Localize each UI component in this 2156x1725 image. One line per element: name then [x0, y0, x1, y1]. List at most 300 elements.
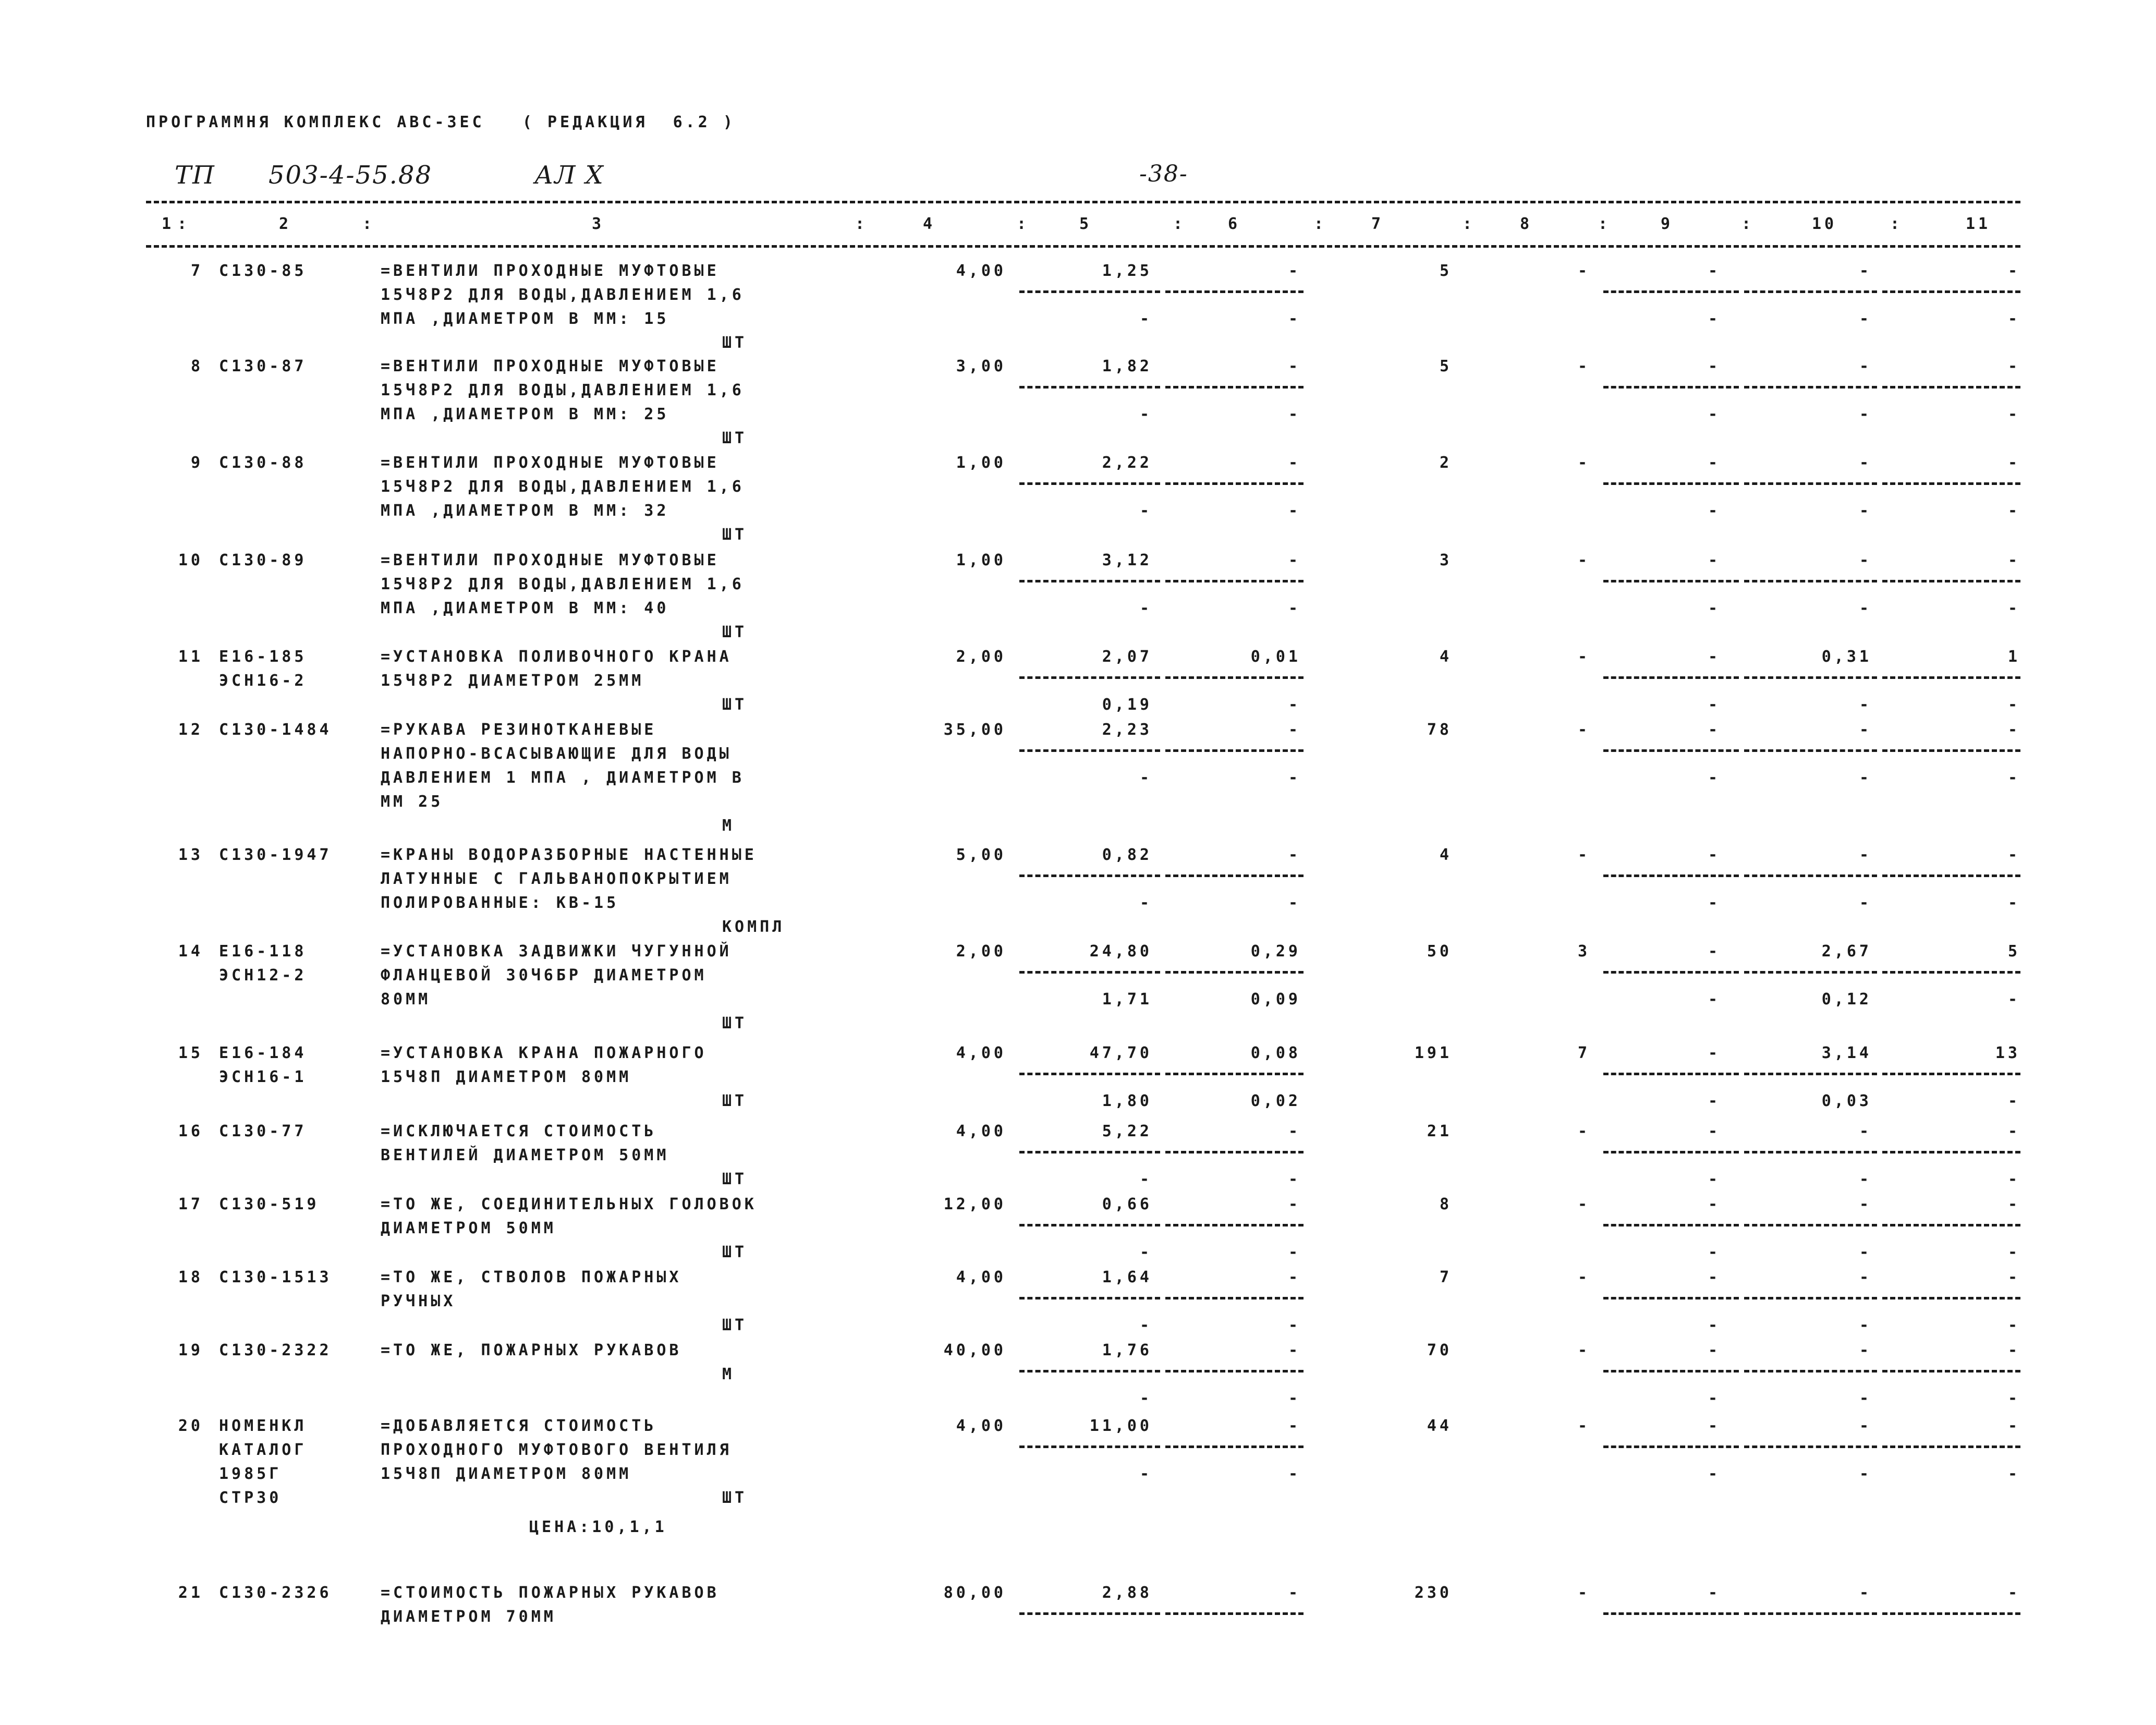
row-value-c4: 1,00 — [956, 551, 1006, 569]
row-lower-l6: - — [1288, 1465, 1301, 1483]
column-separator: : — [177, 215, 190, 233]
row-value-c9: - — [1708, 942, 1721, 961]
column-header-10: 10 — [1812, 215, 1837, 233]
header-bottom-rule — [146, 245, 2020, 248]
row-value-c8: 7 — [1577, 1044, 1590, 1062]
row-value-c6: - — [1288, 454, 1301, 472]
cell-divider — [1165, 1612, 1304, 1615]
row-lower-l11: - — [2007, 1316, 2020, 1334]
cell-divider — [1744, 290, 1877, 293]
row-description: ДИАМЕТРОМ 50ММ — [381, 1219, 556, 1237]
row-value-c6: - — [1288, 262, 1301, 280]
cell-divider — [1603, 1224, 1739, 1226]
row-value-c10: - — [1859, 262, 1872, 280]
row-value-c5: 2,07 — [1102, 648, 1152, 666]
row-value-c10: - — [1859, 1195, 1872, 1213]
row-lower-l11: - — [2007, 769, 2020, 787]
cell-divider — [1165, 1151, 1304, 1153]
column-separator: : — [1017, 215, 1030, 233]
row-code: НОМЕНКЛ — [219, 1417, 307, 1435]
row-number: 11 — [178, 648, 203, 666]
row-description: МПА ,ДИАМЕТРОМ В ММ: 32 — [381, 502, 669, 520]
row-value-c5: 0,66 — [1102, 1195, 1152, 1213]
row-value-c11: - — [2007, 551, 2020, 569]
row-number: 19 — [178, 1341, 203, 1359]
row-lower-l10: - — [1859, 696, 1872, 714]
row-value-c5: 11,00 — [1089, 1417, 1152, 1435]
cell-divider — [1019, 749, 1160, 752]
row-description: 15Ч8П ДИАМЕТРОМ 80ММ — [381, 1465, 632, 1483]
cell-divider — [1165, 386, 1304, 388]
column-header-4: 4 — [923, 215, 936, 233]
cell-divider — [1603, 580, 1739, 582]
row-code: ЭСН16-2 — [219, 672, 307, 690]
row-value-c5: 2,88 — [1102, 1584, 1152, 1602]
row-value-c10: - — [1859, 551, 1872, 569]
row-value-c11: - — [2007, 846, 2020, 864]
row-description: 80ММ — [381, 990, 431, 1009]
cell-divider — [1882, 676, 2020, 679]
row-unit: ШТ — [722, 1170, 748, 1188]
row-value-c8: - — [1577, 357, 1590, 375]
cell-divider — [1019, 1297, 1160, 1299]
column-header-9: 9 — [1661, 215, 1674, 233]
row-value-c11: - — [2007, 1122, 2020, 1140]
row-value-c7: 70 — [1427, 1341, 1452, 1359]
row-description: =ВЕНТИЛИ ПРОХОДНЫЕ МУФТОВЫЕ — [381, 262, 720, 280]
row-lower-l10: - — [1859, 1389, 1872, 1407]
cell-divider — [1882, 1445, 2020, 1448]
cell-divider — [1882, 580, 2020, 582]
row-value-c5: 24,80 — [1089, 942, 1152, 961]
row-unit: КОМПЛ — [722, 918, 785, 936]
row-value-c11: - — [2007, 1268, 2020, 1286]
cell-divider — [1019, 1370, 1160, 1372]
row-value-c5: 2,23 — [1102, 721, 1152, 739]
row-value-c11: - — [2007, 262, 2020, 280]
row-code: ЭСН12-2 — [219, 966, 307, 985]
row-lower-l10: 0,12 — [1821, 990, 1872, 1009]
row-number: 9 — [190, 454, 203, 472]
row-number: 21 — [178, 1584, 203, 1602]
row-unit: ШТ — [722, 696, 748, 714]
row-value-c9: - — [1708, 1268, 1721, 1286]
row-lower-l5: - — [1139, 1316, 1152, 1334]
row-code: С130-2322 — [219, 1341, 332, 1359]
row-number: 18 — [178, 1268, 203, 1286]
row-number: 15 — [178, 1044, 203, 1062]
row-lower-l9: - — [1708, 1465, 1721, 1483]
row-lower-l5: - — [1139, 769, 1152, 787]
row-lower-l9: - — [1708, 1316, 1721, 1334]
cell-divider — [1603, 1612, 1739, 1615]
row-value-c8: - — [1577, 454, 1590, 472]
row-lower-l6: - — [1288, 894, 1301, 912]
row-unit: ШТ — [722, 1014, 748, 1032]
row-value-c4: 4,00 — [956, 1417, 1006, 1435]
cell-divider — [1165, 749, 1304, 752]
column-separator: : — [1890, 215, 1903, 233]
cell-divider — [1882, 1151, 2020, 1153]
row-description: =УСТАНОВКА ПОЛИВОЧНОГО КРАНА — [381, 648, 732, 666]
cell-divider — [1603, 749, 1739, 752]
row-description: МПА ,ДИАМЕТРОМ В ММ: 15 — [381, 310, 669, 328]
row-description: =УСТАНОВКА ЗАДВИЖКИ ЧУГУННОЙ — [381, 942, 732, 961]
row-value-c7: 2 — [1439, 454, 1452, 472]
row-number: 17 — [178, 1195, 203, 1213]
row-unit: ШТ — [722, 1489, 748, 1507]
row-number: 13 — [178, 846, 203, 864]
row-lower-l6: - — [1288, 1243, 1301, 1261]
row-value-c8: - — [1577, 1195, 1590, 1213]
cell-divider — [1882, 1612, 2020, 1615]
cell-divider — [1603, 1297, 1739, 1299]
row-unit: ШТ — [722, 334, 748, 352]
cell-divider — [1603, 1445, 1739, 1448]
cell-divider — [1882, 482, 2020, 485]
row-lower-l6: - — [1288, 502, 1301, 520]
row-unit: ШТ — [722, 526, 748, 544]
column-header-11: 11 — [1966, 215, 1991, 233]
row-value-c6: - — [1288, 1341, 1301, 1359]
row-code: С130-2326 — [219, 1584, 332, 1602]
row-description: НАПОРНО-ВСАСЫВАЮЩИЕ ДЛЯ ВОДЫ — [381, 745, 732, 763]
row-lower-l11: - — [2007, 1243, 2020, 1261]
row-lower-l11: - — [2007, 1092, 2020, 1110]
row-description: =РУКАВА РЕЗИНОТКАНЕВЫЕ — [381, 721, 657, 739]
cell-divider — [1603, 874, 1739, 877]
cell-divider — [1165, 971, 1304, 974]
row-description: =УСТАНОВКА КРАНА ПОЖАРНОГО — [381, 1044, 707, 1062]
row-code: С130-1513 — [219, 1268, 332, 1286]
row-lower-l11: - — [2007, 1389, 2020, 1407]
row-value-c9: - — [1708, 551, 1721, 569]
row-lower-l9: - — [1708, 769, 1721, 787]
row-value-c10: 3,14 — [1821, 1044, 1872, 1062]
row-description: =ТО ЖЕ, ПОЖАРНЫХ РУКАВОВ — [381, 1341, 682, 1359]
row-value-c10: 0,31 — [1821, 648, 1872, 666]
row-value-c11: - — [2007, 1584, 2020, 1602]
cell-divider — [1744, 1445, 1877, 1448]
row-description: =ВЕНТИЛИ ПРОХОДНЫЕ МУФТОВЫЕ — [381, 357, 720, 375]
cell-divider — [1744, 971, 1877, 974]
row-value-c5: 1,25 — [1102, 262, 1152, 280]
row-lower-l5: - — [1139, 1243, 1152, 1261]
row-value-c8: - — [1577, 1584, 1590, 1602]
row-description: =ТО ЖЕ, СОЕДИНИТЕЛЬНЫХ ГОЛОВОК — [381, 1195, 757, 1213]
doc-suffix: АЛ X — [534, 161, 604, 190]
row-code: Е16-184 — [219, 1044, 307, 1062]
row-value-c6: - — [1288, 357, 1301, 375]
row-lower-l9: - — [1708, 1389, 1721, 1407]
row-value-c4: 4,00 — [956, 1122, 1006, 1140]
row-description: ДАВЛЕНИЕМ 1 МПА , ДИАМЕТРОМ В — [381, 769, 745, 787]
row-value-c10: - — [1859, 454, 1872, 472]
cell-divider — [1019, 1224, 1160, 1226]
row-value-c5: 5,22 — [1102, 1122, 1152, 1140]
row-value-c8: - — [1577, 846, 1590, 864]
row-value-c9: - — [1708, 1044, 1721, 1062]
row-value-c7: 230 — [1414, 1584, 1452, 1602]
row-value-c4: 2,00 — [956, 942, 1006, 961]
row-number: 10 — [178, 551, 203, 569]
row-number: 14 — [178, 942, 203, 961]
doc-prefix: ТП — [175, 161, 215, 190]
row-value-c10: - — [1859, 721, 1872, 739]
row-description: МПА ,ДИАМЕТРОМ В ММ: 40 — [381, 599, 669, 617]
row-lower-l9: - — [1708, 894, 1721, 912]
row-number: 16 — [178, 1122, 203, 1140]
cell-divider — [1603, 971, 1739, 974]
row-lower-l10: - — [1859, 1243, 1872, 1261]
row-value-c11: 5 — [2007, 942, 2020, 961]
cell-divider — [1882, 1370, 2020, 1372]
row-description: =ИСКЛЮЧАЕТСЯ СТОИМОСТЬ — [381, 1122, 657, 1140]
cell-divider — [1744, 676, 1877, 679]
cell-divider — [1603, 482, 1739, 485]
row-value-c4: 40,00 — [943, 1341, 1006, 1359]
row-lower-l10: - — [1859, 1316, 1872, 1334]
row-value-c6: - — [1288, 721, 1301, 739]
row-value-c6: - — [1288, 551, 1301, 569]
row-lower-l9: - — [1708, 310, 1721, 328]
cell-divider — [1165, 1297, 1304, 1299]
header-top-rule — [146, 201, 2020, 203]
row-lower-l10: 0,03 — [1821, 1092, 1872, 1110]
row-value-c6: - — [1288, 1417, 1301, 1435]
row-value-c9: - — [1708, 1417, 1721, 1435]
cell-divider — [1882, 1073, 2020, 1075]
row-value-c9: - — [1708, 1195, 1721, 1213]
row-lower-l11: - — [2007, 502, 2020, 520]
row-value-c4: 12,00 — [943, 1195, 1006, 1213]
row-value-c6: 0,29 — [1250, 942, 1301, 961]
column-header-1: 1 — [162, 215, 175, 233]
row-lower-l6: - — [1288, 405, 1301, 423]
cell-divider — [1882, 1297, 2020, 1299]
row-description: =ДОБАВЛЯЕТСЯ СТОИМОСТЬ — [381, 1417, 657, 1435]
row-value-c4: 35,00 — [943, 721, 1006, 739]
cell-divider — [1165, 676, 1304, 679]
row-description: 15Ч8Р2 ДЛЯ ВОДЫ,ДАВЛЕНИЕМ 1,6 — [381, 575, 745, 593]
row-lower-l5: 1,80 — [1102, 1092, 1152, 1110]
row-value-c10: - — [1859, 1584, 1872, 1602]
row-lower-l6: - — [1288, 310, 1301, 328]
cell-divider — [1744, 482, 1877, 485]
row-value-c7: 5 — [1439, 357, 1452, 375]
cell-divider — [1019, 1612, 1160, 1615]
cell-divider — [1603, 1370, 1739, 1372]
cell-divider — [1019, 676, 1160, 679]
row-lower-l10: - — [1859, 599, 1872, 617]
row-price: ЦЕНА:10,1,1 — [529, 1518, 667, 1536]
row-lower-l11: - — [2007, 1465, 2020, 1483]
row-value-c8: - — [1577, 1268, 1590, 1286]
row-lower-l10: - — [1859, 310, 1872, 328]
row-description: =ВЕНТИЛИ ПРОХОДНЫЕ МУФТОВЫЕ — [381, 454, 720, 472]
cell-divider — [1165, 1224, 1304, 1226]
row-value-c11: - — [2007, 1341, 2020, 1359]
row-value-c9: - — [1708, 262, 1721, 280]
row-lower-l10: - — [1859, 894, 1872, 912]
row-description: 15Ч8Р2 ДИАМЕТРОМ 25ММ — [381, 672, 644, 690]
row-value-c11: - — [2007, 1417, 2020, 1435]
cell-divider — [1019, 290, 1160, 293]
row-value-c8: - — [1577, 1341, 1590, 1359]
row-value-c7: 5 — [1439, 262, 1452, 280]
row-unit: М — [722, 817, 735, 835]
row-description: 15Ч8П ДИАМЕТРОМ 80ММ — [381, 1068, 632, 1086]
row-value-c7: 50 — [1427, 942, 1452, 961]
row-value-c7: 21 — [1427, 1122, 1452, 1140]
cell-divider — [1882, 874, 2020, 877]
row-lower-l9: - — [1708, 1170, 1721, 1188]
row-lower-l9: - — [1708, 1243, 1721, 1261]
row-value-c9: - — [1708, 454, 1721, 472]
row-value-c10: - — [1859, 846, 1872, 864]
row-value-c10: - — [1859, 1417, 1872, 1435]
cell-divider — [1744, 580, 1877, 582]
row-lower-l5: - — [1139, 1465, 1152, 1483]
row-lower-l11: - — [2007, 894, 2020, 912]
row-lower-l9: - — [1708, 405, 1721, 423]
row-lower-l6: - — [1288, 769, 1301, 787]
row-unit: ШТ — [722, 623, 748, 641]
row-code: С130-87 — [219, 357, 307, 375]
row-lower-l6: 0,09 — [1250, 990, 1301, 1009]
row-code: С130-519 — [219, 1195, 320, 1213]
row-value-c6: - — [1288, 1268, 1301, 1286]
cell-divider — [1882, 386, 2020, 388]
cell-divider — [1882, 749, 2020, 752]
row-value-c11: - — [2007, 721, 2020, 739]
row-value-c5: 3,12 — [1102, 551, 1152, 569]
row-lower-l9: - — [1708, 1092, 1721, 1110]
row-value-c7: 4 — [1439, 846, 1452, 864]
cell-divider — [1744, 1151, 1877, 1153]
row-lower-l9: - — [1708, 502, 1721, 520]
row-lower-l6: - — [1288, 696, 1301, 714]
row-value-c5: 1,76 — [1102, 1341, 1152, 1359]
cell-divider — [1165, 874, 1304, 877]
column-header-3: 3 — [592, 215, 605, 233]
row-value-c4: 1,00 — [956, 454, 1006, 472]
row-description: МПА ,ДИАМЕТРОМ В ММ: 25 — [381, 405, 669, 423]
row-lower-l5: - — [1139, 502, 1152, 520]
cell-divider — [1019, 482, 1160, 485]
row-value-c9: - — [1708, 846, 1721, 864]
column-separator: : — [1463, 215, 1476, 233]
row-lower-l11: - — [2007, 1170, 2020, 1188]
row-value-c8: - — [1577, 1122, 1590, 1140]
row-lower-l5: - — [1139, 405, 1152, 423]
cell-divider — [1019, 386, 1160, 388]
row-value-c11: - — [2007, 1195, 2020, 1213]
row-lower-l11: - — [2007, 990, 2020, 1009]
row-value-c7: 44 — [1427, 1417, 1452, 1435]
row-value-c10: 2,67 — [1821, 942, 1872, 961]
row-value-c7: 7 — [1439, 1268, 1452, 1286]
row-number: 8 — [190, 357, 203, 375]
row-description: ЛАТУННЫЕ С ГАЛЬВАНОПОКРЫТИЕМ — [381, 870, 732, 888]
row-description: ММ 25 — [381, 793, 444, 811]
row-value-c6: - — [1288, 1195, 1301, 1213]
row-value-c7: 4 — [1439, 648, 1452, 666]
program-header: ПРОГРАММНЯ КОМПЛЕКС АВС-ЗЕС ( РЕДАКЦИЯ 6.2 ) — [146, 113, 736, 131]
row-lower-l11: - — [2007, 310, 2020, 328]
row-code: СТР30 — [219, 1489, 282, 1507]
row-value-c11: - — [2007, 357, 2020, 375]
row-value-c11: 1 — [2007, 648, 2020, 666]
row-value-c4: 4,00 — [956, 1268, 1006, 1286]
column-header-8: 8 — [1520, 215, 1533, 233]
cell-divider — [1744, 1297, 1877, 1299]
row-value-c9: - — [1708, 1341, 1721, 1359]
column-separator: : — [1173, 215, 1186, 233]
row-code: С130-1484 — [219, 721, 332, 739]
row-description: ПРОХОДНОГО МУФТОВОГО ВЕНТИЛЯ — [381, 1441, 732, 1459]
column-separator: : — [855, 215, 868, 233]
cell-divider — [1165, 290, 1304, 293]
row-lower-l10: - — [1859, 769, 1872, 787]
row-value-c5: 1,82 — [1102, 357, 1152, 375]
row-value-c7: 78 — [1427, 721, 1452, 739]
row-value-c7: 191 — [1414, 1044, 1452, 1062]
row-value-c11: - — [2007, 454, 2020, 472]
row-code: С130-89 — [219, 551, 307, 569]
cell-divider — [1744, 1224, 1877, 1226]
row-description: ПОЛИРОВАННЫЕ: КВ-15 — [381, 894, 619, 912]
row-description: =СТОИМОСТЬ ПОЖАРНЫХ РУКАВОВ — [381, 1584, 720, 1602]
row-value-c4: 3,00 — [956, 357, 1006, 375]
row-lower-l6: 0,02 — [1250, 1092, 1301, 1110]
row-number: 7 — [190, 262, 203, 280]
row-unit: ШТ — [722, 1243, 748, 1261]
row-unit: ШТ — [722, 1316, 748, 1334]
row-value-c6: 0,08 — [1250, 1044, 1301, 1062]
row-code: Е16-185 — [219, 648, 307, 666]
row-unit: ШТ — [722, 1092, 748, 1110]
row-value-c4: 2,00 — [956, 648, 1006, 666]
row-value-c9: - — [1708, 1584, 1721, 1602]
row-unit: М — [722, 1365, 735, 1383]
row-lower-l5: - — [1139, 894, 1152, 912]
row-value-c8: - — [1577, 551, 1590, 569]
cell-divider — [1165, 1370, 1304, 1372]
cell-divider — [1882, 971, 2020, 974]
row-description: =КРАНЫ ВОДОРАЗБОРНЫЕ НАСТЕННЫЕ — [381, 846, 757, 864]
row-value-c9: - — [1708, 1122, 1721, 1140]
row-lower-l10: - — [1859, 502, 1872, 520]
row-description: 15Ч8Р2 ДЛЯ ВОДЫ,ДАВЛЕНИЕМ 1,6 — [381, 286, 745, 304]
row-lower-l9: - — [1708, 599, 1721, 617]
row-value-c11: 13 — [1995, 1044, 2020, 1062]
row-value-c5: 2,22 — [1102, 454, 1152, 472]
cell-divider — [1744, 386, 1877, 388]
row-value-c7: 8 — [1439, 1195, 1452, 1213]
row-code: КАТАЛОГ — [219, 1441, 307, 1459]
cell-divider — [1744, 874, 1877, 877]
cell-divider — [1019, 874, 1160, 877]
row-value-c4: 4,00 — [956, 262, 1006, 280]
row-value-c8: - — [1577, 1417, 1590, 1435]
cell-divider — [1019, 1445, 1160, 1448]
row-value-c6: - — [1288, 1584, 1301, 1602]
row-lower-l11: - — [2007, 599, 2020, 617]
row-description: ДИАМЕТРОМ 70ММ — [381, 1608, 556, 1626]
row-code: С130-88 — [219, 454, 307, 472]
row-description: 15Ч8Р2 ДЛЯ ВОДЫ,ДАВЛЕНИЕМ 1,6 — [381, 381, 745, 399]
